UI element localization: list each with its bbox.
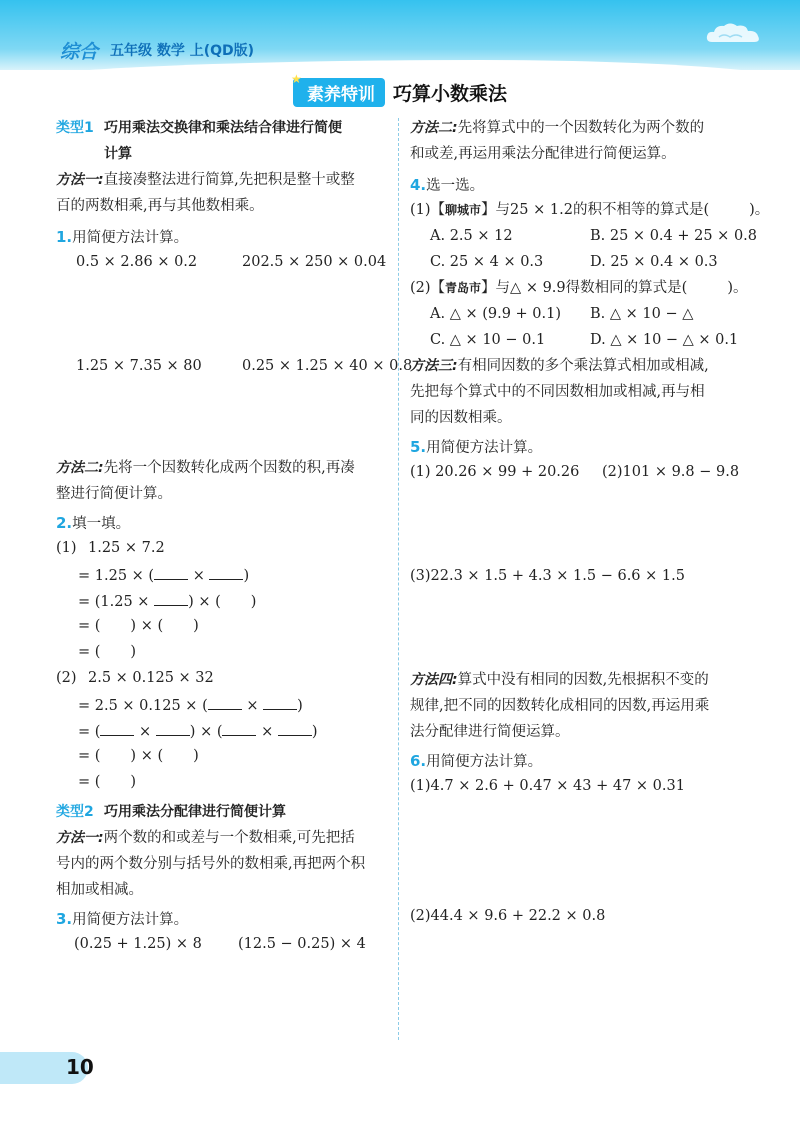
q4-2-option-b[interactable]: B. △ × 10 − △	[590, 306, 694, 322]
q4-1-option-a[interactable]: A. 2.5 × 12	[430, 228, 513, 244]
city-tag: 聊城市	[445, 203, 482, 217]
q2-1-line-3	[78, 618, 199, 635]
q1-text: 用简便方法计算。	[72, 230, 189, 246]
q4-text: 选一选。	[426, 178, 485, 194]
q6-item-1: (1)4.7 × 2.6 + 0.47 × 43 + 47 × 0.31	[410, 778, 685, 794]
q2-2-line-1	[78, 696, 303, 715]
text: ×	[139, 724, 152, 740]
q3-number: 3.	[56, 910, 73, 928]
method3-line-a	[410, 358, 709, 375]
answer-blank[interactable]	[209, 566, 243, 580]
method4-line-a	[410, 672, 709, 689]
q6-number: 6.	[410, 752, 427, 770]
q6-text: 用简便方法计算。	[426, 754, 543, 770]
answer-blank[interactable]	[263, 696, 297, 710]
text: ×	[246, 698, 259, 714]
text: )	[243, 568, 250, 584]
q3-heading	[56, 910, 188, 929]
text: = (	[78, 618, 101, 634]
type1-text-b: 计算	[104, 146, 132, 162]
text: )	[297, 698, 303, 714]
q2-2-line-4	[78, 774, 136, 791]
answer-blank[interactable]	[208, 696, 242, 710]
r-method2-label: 方法二:	[410, 120, 458, 136]
text: = 2.5 × 0.125 × (	[78, 698, 208, 714]
q3-item-1: (0.25 + 1.25) × 8	[74, 936, 202, 952]
text: ) × (	[130, 618, 164, 634]
q4-2-option-a[interactable]: A. △ × (9.9 + 0.1)	[430, 306, 562, 322]
q4-1-option-d[interactable]: D. 25 × 0.4 × 0.3	[590, 254, 718, 270]
q3-item-2: (12.5 − 0.25) × 4	[238, 936, 366, 952]
type2-method1-line-a	[56, 830, 355, 847]
method1-line-a	[56, 172, 355, 189]
type1-label: 类型1	[56, 120, 94, 136]
section-badge	[290, 72, 385, 107]
type1-text-a: 巧用乘法交换律和乘法结合律进行简便	[104, 120, 342, 136]
text: ×	[261, 724, 274, 740]
type2-method1-text-c: 相加或相减。	[56, 882, 143, 898]
method4-label: 方法四:	[410, 672, 458, 688]
method1-text-b: 百的两数相乘,再与其他数相乘。	[56, 198, 264, 214]
text: = (	[78, 774, 101, 790]
text: ) × (	[130, 748, 164, 764]
type2-method1-label: 方法一:	[56, 830, 104, 846]
q4-heading	[410, 176, 484, 195]
answer-blank[interactable]	[222, 722, 256, 736]
method3-text-c: 同的因数相乘。	[410, 410, 512, 426]
q1-number: 1.	[56, 228, 73, 246]
column-divider	[398, 118, 399, 1040]
text: )	[130, 644, 137, 660]
q2-1-line-4	[78, 644, 136, 661]
method1-text-a: 直接凑整法进行简算,先把积是整十或整	[103, 172, 355, 188]
answer-blank[interactable]	[100, 722, 134, 736]
brand-logo: 综合	[60, 41, 99, 63]
section-title	[0, 72, 800, 107]
q2-1-line-1	[78, 566, 249, 585]
method4-text-c: 法分配律进行简便运算。	[410, 724, 570, 740]
text: )	[193, 748, 199, 764]
q5-item-2: (2)101 × 9.8 − 9.8	[602, 464, 740, 480]
q2-heading	[56, 514, 130, 533]
q2-number: 2.	[56, 514, 73, 532]
q2-2-line-2	[78, 722, 318, 741]
q2-1-label: (1)	[56, 540, 77, 556]
text: = (	[78, 724, 101, 740]
text: (2)【	[410, 280, 446, 296]
method2-text-a: 先将一个因数转化成两个因数的积,再凑	[103, 460, 355, 476]
r-method2-text-b: 和或差,再运用乘法分配律进行简便运算。	[410, 146, 676, 162]
q5-item-1: (1) 20.26 × 99 + 20.26	[410, 464, 580, 480]
answer-blank[interactable]	[154, 566, 188, 580]
text: = (	[78, 748, 101, 764]
method3-text-b: 先把每个算式中的不同因数相加或相减,再与相	[410, 384, 705, 400]
text: )	[130, 774, 137, 790]
q4-1-stem	[410, 202, 769, 219]
q1-item-1: 0.5 × 2.86 × 0.2	[76, 254, 198, 270]
answer-blank[interactable]	[156, 722, 190, 736]
type2-label: 类型2	[56, 804, 94, 820]
q4-2-option-c[interactable]: C. △ × 10 − 0.1	[430, 332, 546, 348]
method2-line-a	[56, 460, 355, 477]
method3-label: 方法三:	[410, 358, 458, 374]
text: )。	[749, 202, 770, 218]
text: (1)【	[410, 202, 446, 218]
book-title: 五年级 数学 上(QD版)	[110, 43, 255, 59]
text: )。	[727, 280, 748, 296]
text: )	[311, 724, 318, 740]
text: )	[250, 594, 257, 610]
page-title: 巧算小数乘法	[392, 83, 507, 105]
q1-heading	[56, 228, 188, 247]
q6-heading	[410, 752, 542, 771]
q3-text: 用简便方法计算。	[72, 912, 189, 928]
q1-item-4: 0.25 × 1.25 × 40 × 0.8	[242, 358, 413, 374]
q4-2-stem	[410, 280, 747, 297]
q5-text: 用简便方法计算。	[426, 440, 543, 456]
text: 】与25 × 1.2的积不相等的算式是(	[481, 202, 710, 218]
q2-text: 填一填。	[72, 516, 131, 532]
method1-label: 方法一:	[56, 172, 104, 188]
text: ) × (	[189, 724, 223, 740]
r-method2-text-a: 先将算式中的一个因数转化为两个数的	[457, 120, 705, 136]
type2-text: 巧用乘法分配律进行简便计算	[104, 804, 286, 820]
text: ) × (	[188, 594, 221, 610]
q6-item-2: (2)44.4 × 9.6 + 22.2 × 0.8	[410, 908, 606, 924]
method4-text-b: 规律,把不同的因数转化成相同的因数,再运用乘	[410, 698, 710, 714]
q4-2-option-d[interactable]: D. △ × 10 − △ × 0.1	[590, 332, 739, 348]
method2-text-b: 整进行简便计算。	[56, 486, 172, 502]
section-badge-text: 素养特训	[306, 85, 375, 105]
star-icon: ★	[290, 72, 302, 86]
text: )	[193, 618, 199, 634]
q2-2-line-3	[78, 748, 199, 765]
q2-1-line-2	[78, 592, 256, 611]
q2-1-expr: 1.25 × 7.2	[88, 540, 165, 556]
type2-method1-text-b: 号内的两个数分别与括号外的数相乘,再把两个积	[56, 856, 366, 872]
method4-text-a: 算式中没有相同的因数,先根据积不变的	[457, 672, 709, 688]
method3-text-a: 有相同因数的多个乘法算式相加或相减,	[457, 358, 709, 374]
q4-number: 4.	[410, 176, 427, 194]
text: = (	[78, 644, 101, 660]
q2-2-expr: 2.5 × 0.125 × 32	[88, 670, 214, 686]
q2-2-label: (2)	[56, 670, 77, 686]
city-tag: 青岛市	[445, 281, 482, 295]
text: = 1.25 × (	[78, 568, 155, 584]
r-method2-line-a	[410, 120, 704, 137]
q5-heading	[410, 438, 542, 457]
q1-item-2: 202.5 × 250 × 0.04	[242, 254, 387, 270]
q4-1-option-c[interactable]: C. 25 × 4 × 0.3	[430, 254, 544, 270]
text: = (1.25 ×	[78, 594, 150, 610]
text: 】与△ × 9.9得数相同的算式是(	[481, 280, 688, 296]
q1-item-3: 1.25 × 7.35 × 80	[76, 358, 202, 374]
q5-item-3: (3)22.3 × 1.5 + 4.3 × 1.5 − 6.6 × 1.5	[410, 568, 685, 584]
answer-blank[interactable]	[278, 722, 312, 736]
q5-number: 5.	[410, 438, 427, 456]
type2-method1-text-a: 两个数的和或差与一个数相乘,可先把括	[103, 830, 355, 846]
answer-blank[interactable]	[154, 592, 188, 606]
q4-1-option-b[interactable]: B. 25 × 0.4 + 25 × 0.8	[590, 228, 757, 244]
page-number: 10	[66, 1055, 94, 1079]
method2-label: 方法二:	[56, 460, 104, 476]
text: ×	[192, 568, 205, 584]
cloud-icon	[704, 20, 764, 46]
